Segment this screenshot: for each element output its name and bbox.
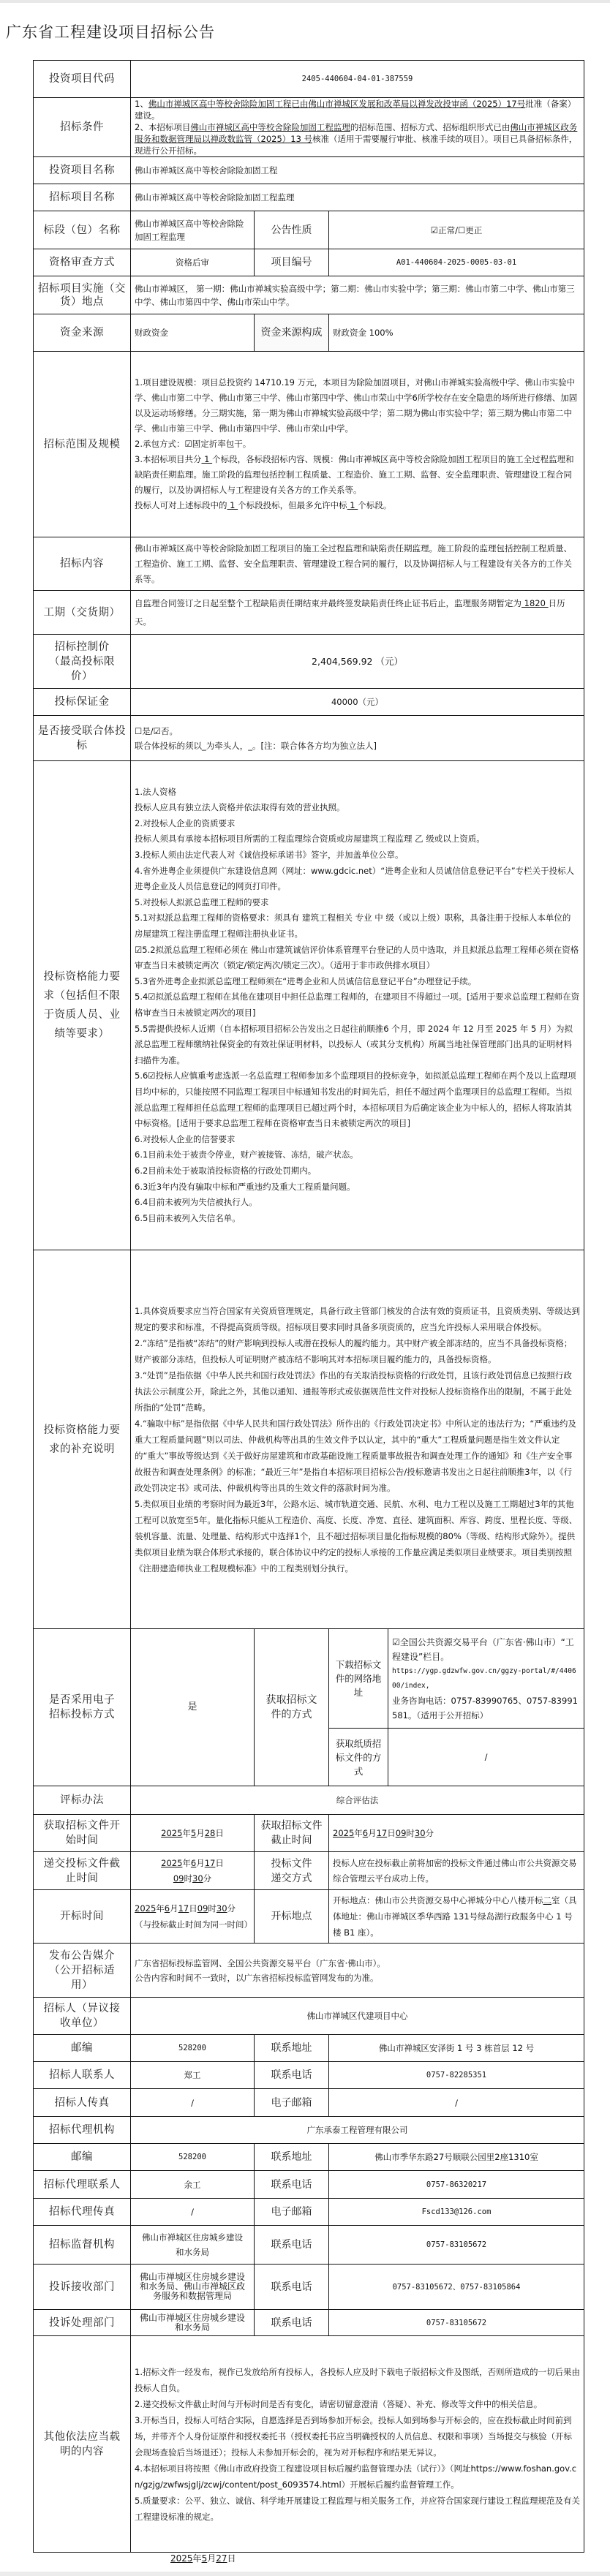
label-paper-method: 获取纸质招标文件的方式: [329, 1729, 388, 1786]
label-complaint-proc: 投诉处理部门: [34, 2310, 131, 2336]
joint-note: 联合体投标的须以_为牵头人，_。[注：联合体各方均为独立法人]: [135, 740, 377, 751]
row-period: [34, 591, 584, 635]
label-funds-composition: 资金来源构成: [255, 314, 329, 352]
row-funds: [34, 314, 584, 352]
value-submit-method: 投标人应在投标截止前将加密的投标文件通过佛山市公共资源交易综合管理云平台成功上传。: [329, 1852, 584, 1890]
value-funds: 财政资金: [131, 314, 255, 352]
row-agent-contact: [34, 2171, 584, 2199]
label-obtain-method: 获取招标文件的方式: [255, 1629, 329, 1786]
row-other: [34, 2336, 584, 2553]
row-complaint-recv: [34, 2265, 584, 2310]
label-agent-email: 电子邮箱: [255, 2199, 329, 2226]
value-invest-name: 佛山市禅城区高中等校舍除险加固工程: [131, 157, 584, 184]
scope-2: 2.承包方式：☑固定折率包干。: [135, 439, 252, 449]
label-project-no: 项目编号: [255, 249, 329, 276]
label-location: 招标项目实施（交货）地点: [34, 276, 131, 314]
download-link[interactable]: https://ygp.gdzwfw.gov.cn/ggzy-portal/#/440600/index,: [392, 1666, 576, 1690]
label-obtain-end: 获取招标文件截止时间: [255, 1815, 329, 1852]
tender-table: [33, 60, 584, 2553]
row-agent-post: [34, 2144, 584, 2171]
supp-line: 5.类似项目业绩的考察时间为最近3年，公路水运、城市轨道交通、民航、水利、电力工程以及施工工期超过3年的其他工程可以放宽至5年。量化指标只能从工程造价、高度、长度、净宽、直径、建筑面积、库容、跨度、里程长度、等级、装机容量、流量、处理量、结构形式中选择1个，且不超过招标项目量化指标规模的80%（等级、结构形式除外）。提供类似项目业绩为联合体形式承接的，联合体协议中约定的投标人承接的工作量应满足类似项目业绩要求。项目类别按照《注册建造师执业工程规模标准》中的工程类别划分执行。: [135, 1498, 578, 1574]
label-supervise: 招标监督机构: [34, 2226, 131, 2265]
value-tenderer-postcode: 528200: [131, 2035, 255, 2062]
other-line: 4.本招标项目将按照《佛山市政府投资工程建设项目标后履约监督管理办法（试行）》（网址https://www.foshan.gov.cn/gzjg/zwfwsjglj/zcwj/content/post_6093574.html）开展标后履约监督管理工作。: [135, 2463, 577, 2490]
value-location: 佛山市禅城区， 第一期：佛山市禅城实验高级中学；第二期：佛山市实验中学；第三期：佛山市第二中学、佛山市第三中学、佛山市第四中学、佛山市荣山中学。: [131, 276, 584, 314]
label-submit-deadline: 递交投标文件截止时间: [34, 1852, 131, 1890]
supp-line: 2.“冻结”是指被“冻结”的财产影响到投标人或潜在投标人的履约能力。其中财产被全部冻结的，应当不具备投标资格；财产被部分冻结，但投标人可证明财产被冻结不影响其对本招标项目履约能力的，具备投标资格。: [135, 1337, 573, 1364]
qual-line: 5.对投标人拟派总监理工程师的要求: [135, 896, 269, 907]
label-tenderer-postcode: 邮编: [34, 2035, 131, 2062]
qual-line: 5.4☑拟派总监理工程师在其他在建项目中担任总监理工程师的，在建项目不得超过一项。[适用于要求总监理工程师在资格审查当日未被锁定两次的项目]: [135, 992, 580, 1018]
value-funds-composition: 财政资金 100%: [329, 314, 584, 352]
row-media: [34, 1944, 584, 1998]
value-media: [131, 1944, 584, 1998]
row-tenderer-post: [34, 2035, 584, 2062]
value-section: 佛山市禅城区高中等校舍除险加固工程监理: [131, 211, 255, 249]
value-joint: [131, 716, 584, 761]
value-agent-postcode: 528200: [131, 2144, 255, 2171]
label-agent-fax: 招标代理传真: [34, 2199, 131, 2226]
value-obtain-end: 2025年6月17日09时30分: [329, 1815, 584, 1852]
value-qualification: [131, 761, 584, 1250]
value-agent-email[interactable]: Fscd133@126.com: [329, 2199, 584, 2226]
qual-line: 6.4目前未被列为失信被执行人。: [135, 1197, 257, 1208]
qual-line: 投标人应具有独立法人资格并依法取得有效的营业执照。: [135, 802, 345, 813]
label-content: 招标内容: [34, 537, 131, 591]
value-evaluation: 综合评估法: [131, 1786, 584, 1815]
joint-choice: ☐是/☑否。: [135, 725, 178, 736]
label-complaint-proc-phone: 联系电话: [255, 2310, 329, 2336]
value-supplement: [131, 1250, 584, 1629]
value-price: 2,404,569.92 （元）: [131, 635, 584, 689]
value-tenderer-fax: /: [131, 2089, 255, 2117]
label-invest-name: 投资项目名称: [34, 157, 131, 184]
row-deposit: [34, 689, 584, 716]
value-conditions: [131, 98, 584, 157]
label-media: 发布公告媒介（公开招标适用）: [34, 1944, 131, 1998]
label-submit-method: 投标文件递交方式: [255, 1852, 329, 1890]
value-nature: ☑正常/☐更正: [329, 211, 584, 249]
qual-line: ☑5.2拟派总监理工程师必须在 佛山市建筑诚信评价体系管理平台登记的人员中选取，并且拟派总监理工程师必须在资格审查当日未被锁定两次（锁定/锁定两次/锁定三次）。（适用于非市政供排水项目）: [135, 944, 579, 971]
label-qualification: 投标资格能力要求（包括但不限于资质人员、业绩等要求）: [34, 761, 131, 1250]
value-supervise: 佛山市禅城区住房城乡建设和水务局: [131, 2226, 255, 2265]
label-download-url: 下载招标文件的网络地址: [329, 1629, 388, 1729]
media-list: 广东省招标投标监管网、全国公共资源交易平台（广东省·佛山市）。: [135, 1957, 385, 1968]
label-price: 招标控制价（最高投标限价）: [34, 635, 131, 689]
row-review: [34, 249, 584, 276]
row-complaint-proc: [34, 2310, 584, 2336]
label-funds: 资金来源: [34, 314, 131, 352]
value-period: 自监理合同签订之日起至整个工程缺陷责任期结束并最终签发缺陷责任终止证书后止，监理服务期暂定为 1820 日历天。: [131, 591, 584, 635]
top-bar: [0, 0, 610, 3]
value-obtain-start: 2025年5月28日: [131, 1815, 255, 1852]
row-tenderer: [34, 1998, 584, 2035]
label-agent-address: 联系地址: [255, 2144, 329, 2171]
condition-2: 2、本招标项目佛山市禅城区高中等校舍除险加固工程监理的招标范围、招标方式、招标组织形式已由佛山市禅城区政务服务和数据管理局以禅政数监管（2025）13 号核准（适用于需要履行审批、核准手续的项目）。项目已具备招标条件，现进行公开招标。: [135, 122, 578, 156]
row-conditions: [34, 98, 584, 157]
value-complaint-recv-phone: 0757-83105672、0757-83105864: [329, 2265, 584, 2310]
announcement-date: 2025年5月27日: [170, 2553, 236, 2564]
label-complaint-recv-phone: 联系电话: [255, 2265, 329, 2310]
label-section: 标段（包）名称: [34, 211, 131, 249]
value-project-no: A01-440604-2025-0005-03-01: [329, 249, 584, 276]
consult-phone: 业务咨询电话：0757-83990765、0757-83991581。（适用于公开招标）: [392, 1695, 578, 1721]
qual-line: 4.省外进粤企业须提供广东建设信息网（网址：www.gdcic.net）“进粤企业和人员诚信信息登记平台”专栏关于投标人进粤企业及人员信息登记的网页打印件。: [135, 865, 575, 892]
label-scope: 招标范围及规模: [34, 352, 131, 537]
label-other: 其他依法应当载明的内容: [34, 2336, 131, 2553]
qual-line: 6.2目前未处于被取消投标资格的行政处罚期内。: [135, 1165, 317, 1176]
value-tenderer-email: /: [329, 2089, 584, 2117]
value-content: 佛山市禅城区高中等校舍除险加固工程项目的施工全过程监理和缺陷责任期监理。施工阶段的监理包括控制工程质量、工程造价、施工工期、监督、安全监理职责、管理建设工程合同的履行，以及协调招标人与工程建设有关各方的工作关系等。: [131, 537, 584, 591]
value-complaint-recv: 佛山市禅城区住房城乡建设和水务局、佛山市禅城区政务服务和数据管理局: [131, 2265, 255, 2310]
label-supervise-phone: 联系电话: [255, 2226, 329, 2265]
row-invest-name: [34, 157, 584, 184]
value-agent-contact: 余工: [131, 2171, 255, 2199]
label-tenderer: 招标人（异议接收单位）: [34, 1998, 131, 2035]
qual-line: 2.对投标人企业的资质要求: [135, 817, 236, 828]
platform-name: ☑全国公共资源交易平台（广东省·佛山市）“工程建设”栏目。: [392, 1636, 574, 1662]
value-deposit: 40000（元）: [131, 689, 584, 716]
value-supervise-phone: 0757-83105672: [329, 2226, 584, 2265]
label-agent-phone: 联系电话: [255, 2171, 329, 2199]
qual-line: 6.3近3年内没有骗取中标和严重违约及重大工程质量问题。: [135, 1181, 355, 1192]
row-content: [34, 537, 584, 591]
row-tenderer-fax: [34, 2089, 584, 2117]
value-download-url: [388, 1629, 584, 1729]
value-agent-phone: 0757-86320217: [329, 2171, 584, 2199]
qual-line: 3.投标人须由法定代表人对《诚信投标承诺书》签字，并加盖单位公章。: [135, 850, 404, 861]
value-code: 2405-440604-04-01-387559: [131, 61, 584, 98]
value-tender-name: 佛山市禅城区高中等校舍除险加固工程监理: [131, 184, 584, 211]
qual-line: 5.1对拟派总监理工程师的资格要求：须具有 建筑工程相关 专业 中 级（或以上级）职称，具备注册于投标人本单位的 房屋建筑工程注册监理工程师注册执业证书。: [135, 913, 571, 940]
value-electronic: 是: [131, 1629, 255, 1786]
media-note: 公告内容和时间不一致时，以广东省招标投标监管网发布的为准。: [135, 1972, 379, 1983]
label-tender-name: 招标项目名称: [34, 184, 131, 211]
supp-line: 4.“骗取中标”是指依据《中华人民共和国行政处罚法》所作出的《行政处罚决定书》中所认定的违法行为；“严重违约及重大工程质量问题”则以司法、仲裁机构等出具的生效文件予以认定，其中的“重大”工程质量问题是指生效文件认定的“重大”事故等级达到《关于做好房屋建筑和市政基础设施工程质量事故报告和调查处理工作的通知》和《生产安全事故报告和调查处理条例》的标准；“最近三年”是指自本招标项目招标公告/投标邀请书发出之日起往前顺推3年，以《行政处罚决定书》或司法、仲裁机构等出具的生效文件的落款时间为准。: [135, 1418, 576, 1493]
qual-line: 5.5需提供投标人近期（自本招标项目招标公告发出之日起往前顺推6 个月，即 2024 年 12 月至 2025 年 5 月）为拟派总监理工程师缴纳社保资金的有效社保证明材料，以投标人（或其分支机构）所属当地社保管理部门出具的证明材料扫描件为准。: [135, 1023, 573, 1065]
label-tenderer-contact: 招标人联系人: [34, 2062, 131, 2089]
value-complaint-proc-phone: 0757-83105672: [329, 2310, 584, 2336]
supp-line: 1.具体资质要求应当符合国家有关资质管理规定，具备行政主管部门核发的合法有效的资质证书，且资质类别、等级达到规定的要求和标准，不得提高资质等级。招标项目要求同时具备多项资质的，应当允许投标人采用联合体投标。: [135, 1305, 580, 1332]
value-complaint-proc: 佛山市禅城区住房城乡建设和水务局: [131, 2310, 255, 2336]
row-agent-fax: [34, 2199, 584, 2226]
label-opening-place: 开标地点: [255, 1890, 329, 1944]
value-scope: [131, 352, 584, 537]
label-obtain-start: 获取招标文件开始时间: [34, 1815, 131, 1852]
value-paper-method: /: [388, 1729, 584, 1786]
qual-line: 1.法人资格: [135, 786, 176, 797]
row-scope: [34, 352, 584, 537]
label-electronic: 是否采用电子招标投标方式: [34, 1629, 131, 1786]
row-tenderer-contact: [34, 2062, 584, 2089]
scope-4: 投标人可对上述标段中的 1 个标段投标，但最多允许中标 1 个标段。: [135, 500, 392, 510]
bottom-bar: [0, 2572, 610, 2576]
row-qualification: [34, 761, 584, 1250]
row-tender-name: [34, 184, 584, 211]
condition-1: 1、佛山市禅城区高中等校舍除险加固工程已由佛山市禅城区发展和改革局以禅发改投审函（2025）17号批准（备案）建设。: [135, 99, 576, 121]
label-code: 投资项目代码: [34, 61, 131, 98]
value-tenderer-phone: 0757-82285351: [329, 2062, 584, 2089]
row-electronic: [34, 1629, 584, 1729]
qual-line: 6.对投标人企业的信誉要求: [135, 1133, 236, 1144]
label-tenderer-fax: 招标人传真: [34, 2089, 131, 2117]
other-line: 5.质量要求：公平、独立、诚信、科学地开展建设工程监理与相关服务工作，并应符合国家现行建设工程监理规范及有关工程建设标准的规定。: [135, 2495, 580, 2522]
label-review: 资格审查方式: [34, 249, 131, 276]
other-line: 1.招标文件一经发布，视作已发放给所有投标人，各投标人应及时下载电子版招标文件及图纸，否则所造成的一切后果由投标人自负。: [135, 2366, 580, 2393]
qual-line: 5.6☑投标人应慎重考虑选派一名总监理工程师参加多个监理项目的投标竞争，如拟派总监理工程师在两个及以上监理项目均中标的，只能按照不同监理工程项目中标通知书发出的时间先后，担任不超过两个监理项目的总监理工程师。当拟派总监理工程师担任总监理工程师的监理项目已超过两个时，本招标项目为后确定该企业为中标人的，招标人将取消其中标资格。[适用于要求总监理工程师在资格审查当日未被锁定两次的项目]: [135, 1070, 576, 1129]
qual-line: 6.5目前未被列入失信名单。: [135, 1212, 241, 1223]
label-tenderer-phone: 联系电话: [255, 2062, 329, 2089]
qual-line: 5.3省外进粤企业拟派总监理工程师须在“进粤企业和人员诚信信息登记平台”办理登记手续。: [135, 975, 477, 986]
supp-line: 3.“处罚”是指依据《中华人民共和国行政处罚法》作出的有关取消投标资格的行政处罚，且该行政处罚信息已按照行政执法公示制度公开，除此之外，其他以通知、通报等形式或依据规范性文件对投标人投标资格作出的限制，不属于此处所指的“处罚”范畴。: [135, 1370, 572, 1413]
other-line: 2.递交投标文件截止时间与开标时间是否有变化，请密切留意澄清（答疑）、补充、修改等文件中的相关信息。: [135, 2398, 543, 2409]
label-opening-time: 开标时间: [34, 1890, 131, 1944]
row-agent: [34, 2117, 584, 2144]
row-section: [34, 211, 584, 249]
value-opening-place: 开标地点：佛山市公共资源交易中心禅城分中心八楼开标二室（具体地址：佛山市禅城区季华西路 131号绿岛湖行政服务中心 1 号楼 B1 座）。: [329, 1890, 584, 1944]
label-supplement: 投标资格能力要求的补充说明: [34, 1250, 131, 1629]
scope-3: 3.本招标项目共分 1 个标段，各标段招标内容、规模：佛山市禅城区高中等校舍除险加固工程项目的施工全过程监理和缺陷责任期监理。施工阶段的监理包括控制工程质量、工程造价、施工工期、监督、安全监理职责、管理建设工程合同的履行，以及协调招标人与工程建设有关各方的工作关系等。: [135, 454, 574, 495]
label-tenderer-email: 电子邮箱: [255, 2089, 329, 2117]
row-obtain-time: [34, 1815, 584, 1852]
label-nature: 公告性质: [255, 211, 329, 249]
label-agent: 招标代理机构: [34, 2117, 131, 2144]
label-conditions: 招标条件: [34, 98, 131, 157]
row-evaluation: [34, 1786, 584, 1815]
row-submit: [34, 1852, 584, 1890]
label-tenderer-address: 联系地址: [255, 2035, 329, 2062]
value-tenderer-address: 佛山市禅城区安泽街 1 号 3 栋首层 12 号: [329, 2035, 584, 2062]
value-submit-deadline: 2025年6月17日 09时30分: [131, 1852, 255, 1890]
value-review: 资格后审: [131, 249, 255, 276]
value-agent: 广东承泰工程管理有限公司: [131, 2117, 584, 2144]
page-title: 广东省工程建设项目招标公告: [6, 23, 215, 41]
other-line: 3.开标当日，投标人可结合实际，自愿选择是否到场参加开标会。投标人如到场参与开标会的，应在投标截止时间前到场，并带齐个人身份证原件和授权委托书（授权委托书应当明确授权的人员信息、权限和事项）当场提交与核验（开标会现场查验后当场退还）；投标人未参加开标会的，视为对开标程序和结果无异议。: [135, 2414, 572, 2458]
row-code: [34, 61, 584, 98]
value-opening-time: 2025年6月17日09时30分（与投标截止时间为同一时间）: [131, 1890, 255, 1944]
qual-line: 6.1目前未处于被责令停业，财产被接管、冻结，破产状态。: [135, 1149, 358, 1160]
value-tenderer: 佛山市禅城区代建项目中心: [131, 1998, 584, 2035]
label-evaluation: 评标办法: [34, 1786, 131, 1815]
row-supervise: [34, 2226, 584, 2265]
label-complaint-recv: 投诉接收部门: [34, 2265, 131, 2310]
row-price: [34, 635, 584, 689]
value-agent-address: 佛山市季华东路27号顺联公园里2座1310室: [329, 2144, 584, 2171]
row-joint: [34, 716, 584, 761]
value-other: [131, 2336, 584, 2553]
scope-1: 1.项目建设规模：项目总投资约 14710.19 万元，本项目为除险加固项目，对佛山市禅城实验高级中学、佛山市实验中学、佛山市第二中学、佛山市第三中学、佛山市第四中学、佛山市荣山中学6所学校存在安全隐患的场所进行修缮、加固以及运动场修缮。分三期实施，第一期为佛山市禅城实验高级中学；第二期为佛山市实验中学；第三期为佛山市第二中学、佛山市第三中学、佛山市第四中学、佛山市荣山中学。: [135, 377, 578, 434]
label-joint: 是否接受联合体投标: [34, 716, 131, 761]
row-supplement: [34, 1250, 584, 1629]
label-period: 工期（交货期）: [34, 591, 131, 635]
label-agent-contact: 招标代理联系人: [34, 2171, 131, 2199]
label-agent-postcode: 邮编: [34, 2144, 131, 2171]
row-location: [34, 276, 584, 314]
qual-line: 投标人须具有承接本招标项目所需的工程监理综合资质或房屋建筑工程监理 乙 级或以上资质。: [135, 834, 485, 845]
row-opening: [34, 1890, 584, 1944]
value-agent-fax: /: [131, 2199, 255, 2226]
value-tenderer-contact: 郑工: [131, 2062, 255, 2089]
label-deposit: 投标保证金: [34, 689, 131, 716]
